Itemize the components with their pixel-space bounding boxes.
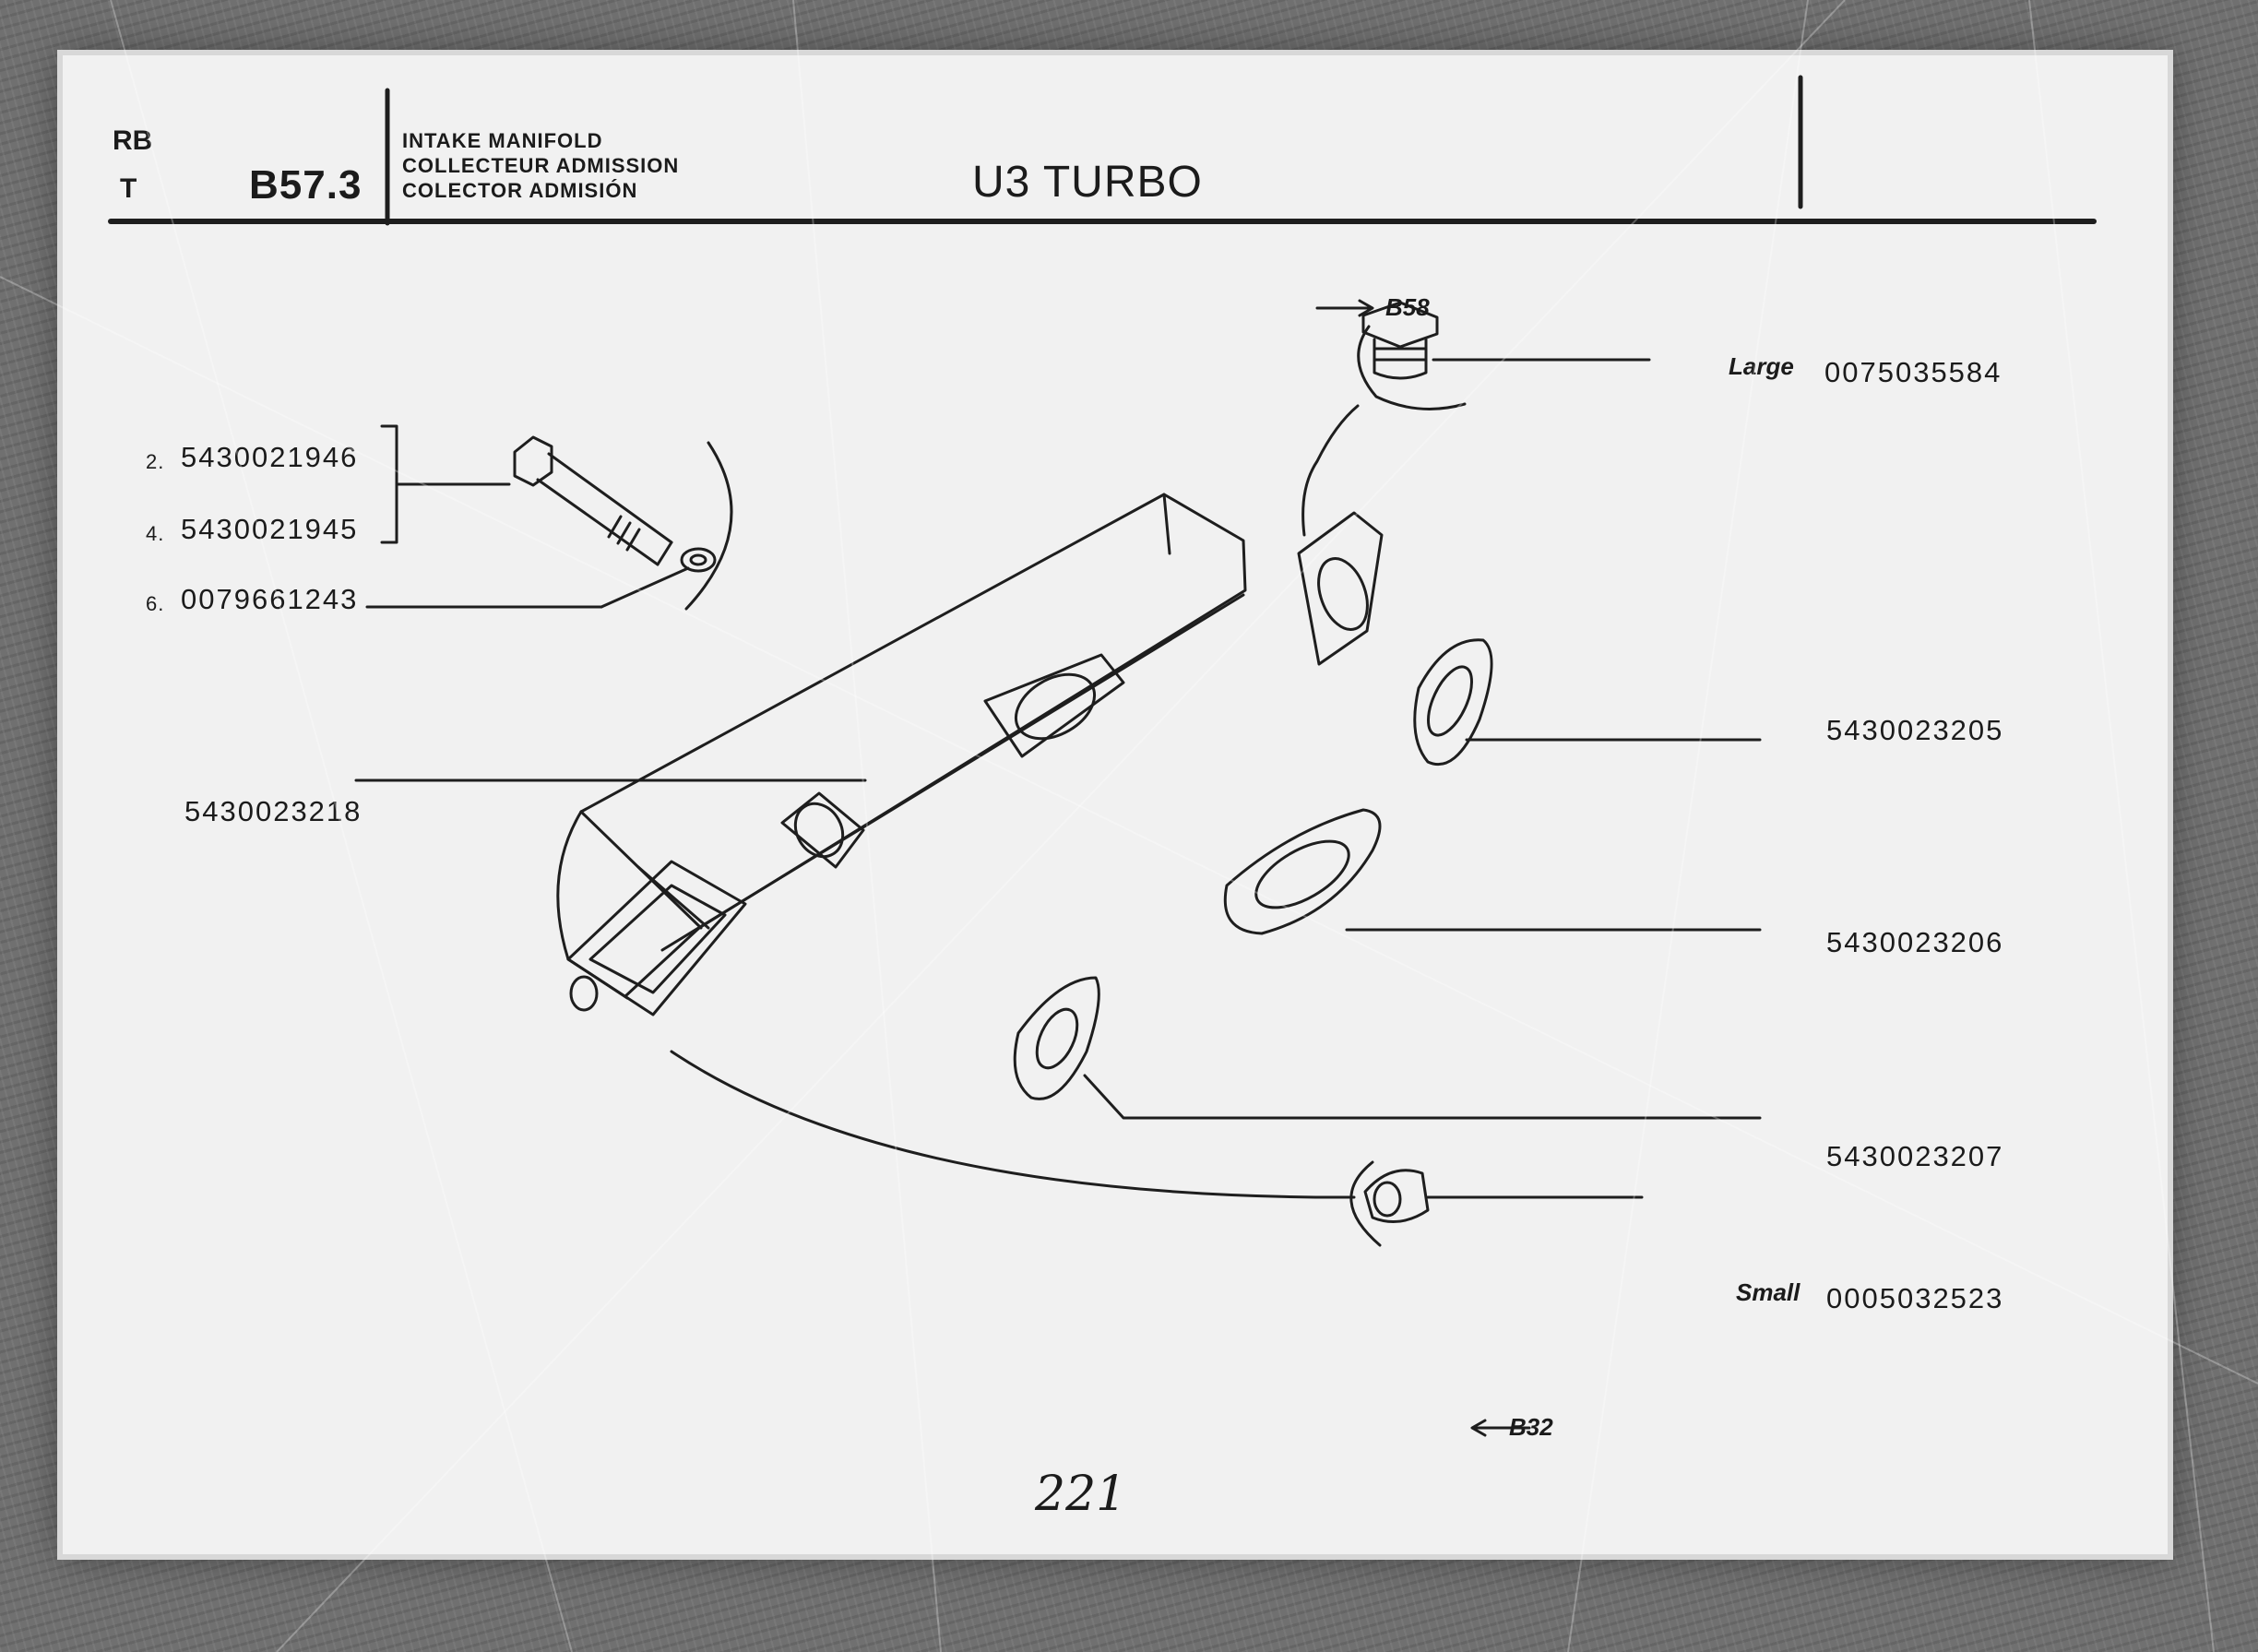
- gasket-c-part: [1015, 978, 1099, 1099]
- plug-large-part-number: 0075035584: [1824, 356, 2002, 388]
- gasket-b-part: [1225, 810, 1380, 933]
- header-code-top: RB: [113, 125, 153, 156]
- bolt-long-part-number: 5430021946: [181, 441, 359, 473]
- bolt-short-index: 4.: [146, 522, 165, 545]
- xref-to-arrow: [1317, 301, 1373, 315]
- plug-large-size-label: Large: [1729, 352, 1794, 380]
- washer-part-number: 0079661243: [181, 583, 359, 615]
- group-arc-left: [686, 443, 731, 609]
- header-description-en: INTAKE MANIFOLD: [402, 129, 603, 152]
- exploded-view-diagram: [63, 55, 2168, 1554]
- bolt-long-index: 2.: [146, 450, 165, 473]
- xref-to: B58: [1385, 293, 1430, 321]
- plug-small-size-label: Small: [1736, 1278, 1800, 1306]
- plug-small-part-number: 0005032523: [1826, 1282, 2004, 1314]
- gasket-b-part-number: 5430023206: [1826, 926, 2004, 958]
- bolt-variant-bracket: [382, 426, 397, 542]
- page-number: 221: [1035, 1467, 1127, 1522]
- header-description-es: COLECTOR ADMISIÓN: [402, 179, 638, 202]
- leader-small-plug: [671, 1052, 1354, 1197]
- manifold-part-number: 5430023218: [184, 795, 362, 827]
- header-description-fr: COLLECTEUR ADMISSION: [402, 154, 680, 177]
- header-reference: B57.3: [249, 162, 362, 208]
- header-code-bottom: T: [120, 173, 137, 204]
- xref-from: B32: [1509, 1413, 1553, 1441]
- gasket-a-part-number: 5430023205: [1826, 714, 2004, 746]
- gasket-c-part-number: 5430023207: [1826, 1140, 2004, 1172]
- bolt-short-part-number: 5430021945: [181, 513, 359, 545]
- bolt-part: [515, 437, 671, 565]
- page-title: U3 TURBO: [972, 158, 1203, 207]
- gasket-a-part: [1415, 640, 1491, 765]
- plug-small-part: [1365, 1171, 1428, 1222]
- washer-index: 6.: [146, 592, 165, 615]
